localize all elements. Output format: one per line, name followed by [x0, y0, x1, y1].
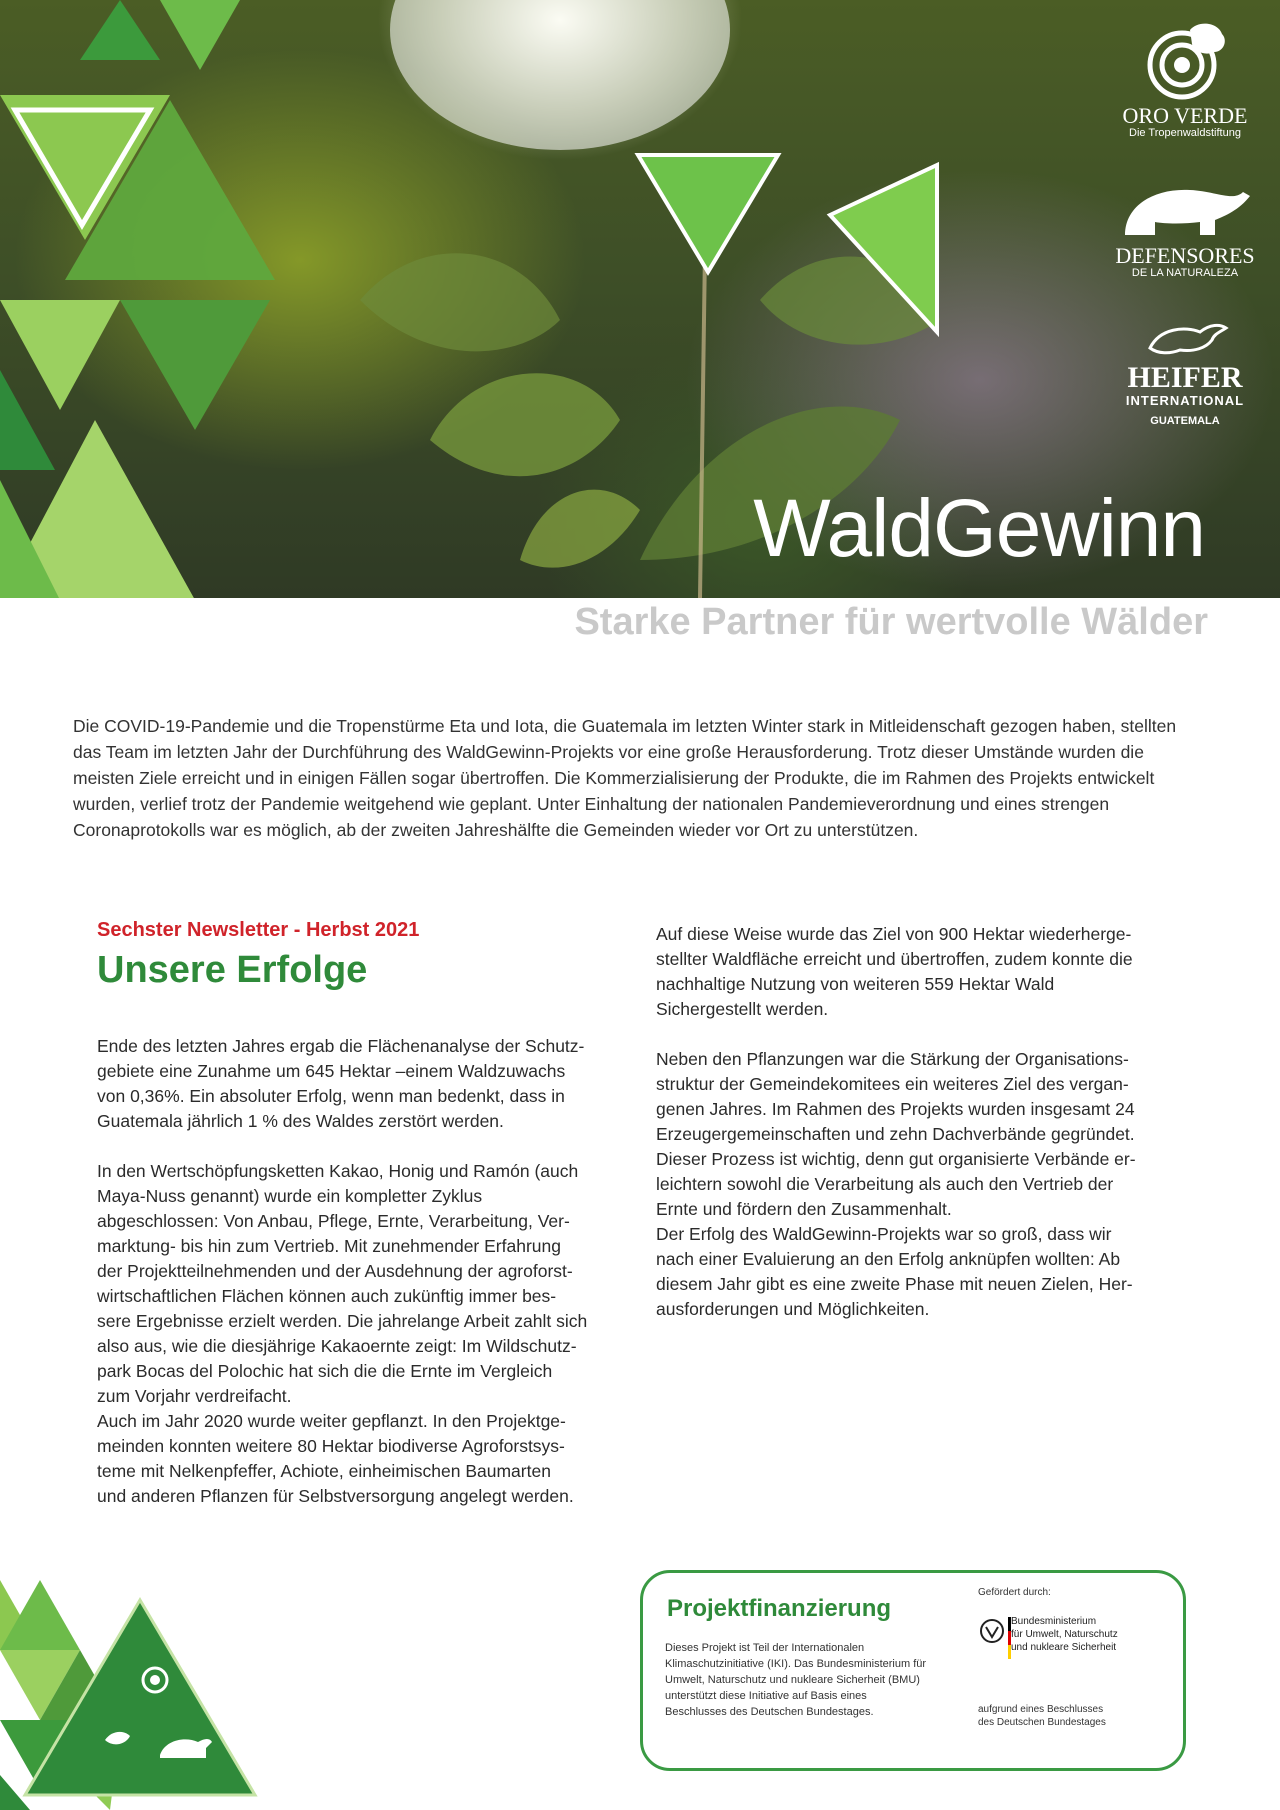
oroverde-name: ORO VERDE: [1122, 103, 1248, 128]
leaf-shape: [430, 373, 620, 476]
article-paragraph: Ende des letzten Jahres ergab die Flächenanalyse der Schutz- gebiete eine Zunahme um 645 Hektar –einem Waldzuwachs von 0,36%. Ein absoluter Erfolg, wenn man bedenkt, dass in Guatemala jährlich 1 % des Waldes zerstört werden.: [97, 1035, 585, 1131]
heifer-tagline: INTERNATIONAL: [1125, 393, 1245, 408]
heifer-country: GUATEMALA: [1150, 414, 1220, 427]
leaf-shape: [360, 253, 560, 351]
deco-triangle: [120, 300, 270, 430]
funding-description: Dieses Projekt ist Teil der Internationalen Klimaschutzinitiative (IKI). Das Bundesministerium für Umwelt, Naturschutz und nukleare Sicherheit (BMU) unterstützt diese Initiative auf Basis eines Beschlusses des Deutschen Bundestages.: [665, 1642, 927, 1718]
defensores-tagline: DE LA NATURALEZA: [1131, 267, 1239, 279]
deco-triangle: [638, 155, 778, 272]
heifer-logo: [1095, 318, 1275, 428]
bundestag-note: aufgrund eines Beschlusses des Deutschen Bundestages: [978, 1704, 1106, 1728]
funded-by-label: Gefördert durch:: [978, 1587, 1051, 1598]
bottom-triangle-decoration: [0, 1580, 270, 1810]
hero-subtitle: Starke Partner für wertvolle Wälder: [574, 601, 1208, 643]
oroverde-emblem-icon: [1140, 20, 1230, 100]
defensores-logo: [1095, 180, 1275, 280]
article-paragraph: Auf diese Weise wurde das Ziel von 900 Hektar wiederherge- stellter Waldfläche erreicht und übertroffen, zudem konnte die nachhaltige Nutzung von weiteren 559 Hektar Wald Sichergestellt werden.: [656, 924, 1133, 1019]
newsletter-issue-label: Sechster Newsletter - Herbst 2021: [97, 919, 420, 941]
oroverde-logo: [1095, 20, 1275, 140]
deco-triangle: [80, 0, 160, 60]
deco-triangle: [160, 0, 240, 70]
project-funding-box: [640, 1570, 1186, 1771]
funding-title: Projektfinanzierung: [667, 1595, 892, 1622]
heifer-animal-icon: [1140, 318, 1230, 358]
article-paragraph: In den Wertschöpfungsketten Kakao, Honig und Ramón (auch Maya-Nuss genannt) wurde ein kompletter Zyklus abgeschlossen: Von Anbau, Pflege, Ernte, Verarbeitung, Ver- marktung- bis hin zum Vertrieb. Mit zunehmender Erfahrung der Projektteilnehmenden und der Ausdehnung der agroforst- wirtschaftlichen Flächen können auch zukünftig immer bes- sere Ergebnisse erzielt werden. Die jahrelange Arbeit zahlt sich also aus, wie die diesjährige Kakaoernte zeigt: Im Wildschutz- park Bocas del Polochic hat sich die die Ernte im Vergleich zum Vorjahr verdreifacht. Auch im Jahr 2020 wurde weiter gepflanzt. In den Projektge- meinden konnten weitere 80 Hektar biodiverse Agroforstsys- teme mit Nelkenpfeffer, Achiote, einheimischen Baumarten und anderen Pflanzen für Selbstversorgung angelegt werden.: [97, 1160, 588, 1506]
article-right-column: [656, 922, 1196, 1322]
deco-triangle: [0, 300, 120, 410]
anteater-icon: [1115, 180, 1255, 240]
sun-glow: [390, 0, 730, 150]
heifer-name: HEIFER: [1127, 361, 1243, 394]
hero-title: WaldGewinn: [753, 483, 1205, 574]
oroverde-tagline: Die Tropenwaldstiftung: [1129, 127, 1241, 139]
hero-banner: [0, 0, 1280, 598]
ministry-name: Bundesministerium für Umwelt, Naturschutz und nukleare Sicherheit: [1011, 1616, 1118, 1653]
section-title: Unsere Erfolge: [97, 949, 368, 991]
defensores-name: DEFENSORES: [1115, 243, 1255, 268]
intro-paragraph: Die COVID-19-Pandemie und die Tropenstürme Eta und Iota, die Guatemala im letzten Winter stark in Mitleidenschaft gezogen haben, stellten das Team im letzten Jahr der Durchführung des WaldGewinn-Projekts vor eine große Herausforderung. Trotz dieser Umstände wurden die meisten Ziele erreicht und in einigen Fällen sogar übertroffen. Die Kommerzialisierung der Produkte, die im Rahmen des Projekts entwickelt wurden, verlief trotz der Pandemie weitgehend wie geplant. Unter Einhaltung der nationalen Pandemieverordnung und eines strengen Coronaprotokolls war es möglich, ab der zweiten Jahreshälfte die Gemeinden wieder vor Ort zu unterstützen.: [73, 716, 1177, 840]
article-paragraph: Neben den Pflanzungen war die Stärkung der Organisations- struktur der Gemeindekomitees ein weiteres Ziel des vergan- genen Jahres. Im Rahmen des Projekts wurden insgesamt 24 Erzeugergemeinschaften und zehn Dachverbände gegründet. Dieser Prozess ist wichtig, denn gut organisierte Verbände er- leichtern sowohl die Verarbeitung als auch den Vertrieb der Ernte und fördern den Zusammenhalt. Der Erfolg des WaldGewinn-Projekts war so groß, dass wir nach einer Evaluierung an den Erfolg anknüpfen wollten: Ab diesem Jahr gibt es eine zweite Phase mit neuen Zielen, Her- ausforderungen und Möglichkeiten.: [656, 1049, 1136, 1319]
article-left-column: [97, 920, 622, 1509]
